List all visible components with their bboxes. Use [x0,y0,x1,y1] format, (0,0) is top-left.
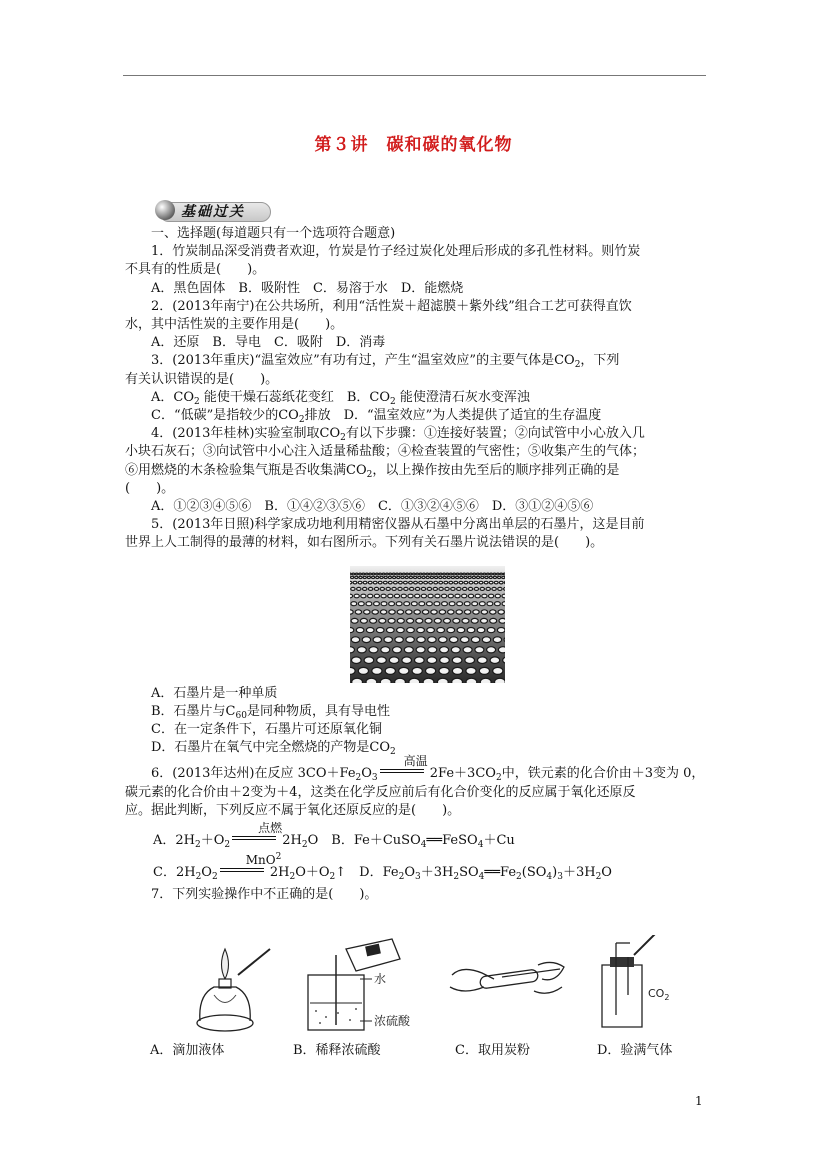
take-carbon-figure [442,935,572,1035]
q3-line1: 3．(2013年重庆)“温室效应”有功有过，产生“温室效应”的主要气体是$CO_2$，下列 [151,353,620,371]
section-heading: 一、选择题(每道题只有一个选项符合题意) [151,226,396,241]
q5-line1: 5．(2013年日照)科学家成功地利用精密仪器从石墨中分离出单层的石墨片，这是目前 [151,517,645,533]
reaction-condition-ignite: 点燃 [230,830,278,844]
alcohol-lamp-figure [190,935,280,1035]
section-badge [155,200,273,222]
q5-option-a: A．石墨片是一种单质 [151,685,278,701]
dilute-acid-figure [300,935,420,1035]
q2-line1: 2．(2013年南宁)在公共场所，利用“活性炭＋超滤膜＋紫外线”组合工艺可获得直饮 [151,298,632,314]
graphene-sheet-image [350,566,505,683]
q6-options-ab: A．$2H_2+O_2$ 点燃 $2H_2O$ B．Fe＋CuSO$_4$══FeSO$_4$＋Cu [153,821,515,851]
label-water: 水 [374,972,387,986]
reaction-condition-heat: 高温 [378,763,426,777]
page-title: 第３讲 碳和碳的氧化物 [314,135,513,155]
q4-line2: 小块石灰石；③向试管中小心注入适量稀盐酸；④检查装置的气密性；⑤收集产生的气体； [125,444,646,460]
label-acid: 浓硫酸 [374,1014,411,1028]
q5-option-d: D．石墨片在氧气中完全燃烧的产物是$CO_2$ [151,740,396,758]
experiment-figures [150,935,710,1060]
caption-c: C．取用炭粉 [455,1043,530,1058]
badge-ball-icon [155,200,175,220]
page-number: 1 [695,1094,703,1108]
q3-options-ab: A．$CO_2$ 能使干燥石蕊纸花变红 B．$CO_2$ 能使澄清石灰水变浑浊 [151,389,530,407]
q6-line1: 6．(2013年达州)在反应 $3CO+Fe_2O_3$ 高温 $2Fe+3CO_2$中，铁元素的化合价由＋3变为 0， [151,754,705,784]
q4-line3: ⑥用燃烧的木条检验集气瓶是否收集满$CO_2$，以上操作按由先至后的顺序排列正确的是 [125,462,620,480]
reaction-condition-catalyst: MnO$^2$ [218,862,266,876]
caption-b: B．稀释浓硫酸 [293,1043,381,1058]
q3-options-cd: C．“低碳”是指较少的$CO_2$排放 D．“温室效应”为人类提供了适宜的生存温度 [151,408,602,426]
q7-line1: 7．下列实验操作中不正确的是( )。 [151,887,378,903]
caption-a: A．滴加液体 [150,1043,225,1058]
q6-line3: 应。据此判断，下列反应不属于氧化还原反应的是( )。 [125,802,461,818]
badge-label: 基础过关 [181,204,245,220]
q5-option-b: B．石墨片与$C_{60}$是同种物质，具有导电性 [151,703,390,721]
header-rule [123,75,706,76]
caption-d: D．验满气体 [597,1043,673,1058]
q2-options: A．还原 B．导电 C．吸附 D．消毒 [151,335,386,351]
q2-line2: 水，其中活性炭的主要作用是( )。 [125,317,344,333]
label-co2: $CO_2$ [648,987,670,1002]
q6-options-cd: C．$2H_2O_2$ MnO$^2$ $2H_2O+O_2↑$ D．$Fe_2O_3+3H_2SO_4══Fe_2(SO_4)_3+3H_2O$ [153,852,612,883]
q5-line2: 世界上人工制得的最薄的材料，如右图所示。下列有关石墨片说法错误的是( )。 [125,535,604,551]
q6-line2: 碳元素的化合价由＋2变为＋4，这类在化学反应前后有化合价变化的反应属于氧化还原反 [125,784,636,800]
q4-line1: 4．(2013年桂林)实验室制取$CO_2$有以下步骤：①连接好装置；②向试管中小心放入几 [151,426,645,444]
q1-options: A．黑色固体 B．吸附性 C．易溶于水 D．能燃烧 [151,280,464,296]
q5-option-c: C．在一定条件下，石墨片可还原氧化铜 [151,722,382,738]
q3-line2: 有关认识错误的是( )。 [125,371,279,387]
gas-jar-figure [590,935,700,1035]
q1-line1: 1．竹炭制品深受消费者欢迎，竹炭是竹子经过炭化处理后形成的多孔性材料。则竹炭 [151,244,641,260]
q1-line2: 不具有的性质是( )。 [125,262,266,278]
q4-options: A．①②③④⑤⑥ B．①④②③⑤⑥ C．①③②④⑤⑥ D．③①②④⑤⑥ [151,499,594,515]
question-body [125,225,710,905]
q4-line4: ( )。 [125,480,175,496]
